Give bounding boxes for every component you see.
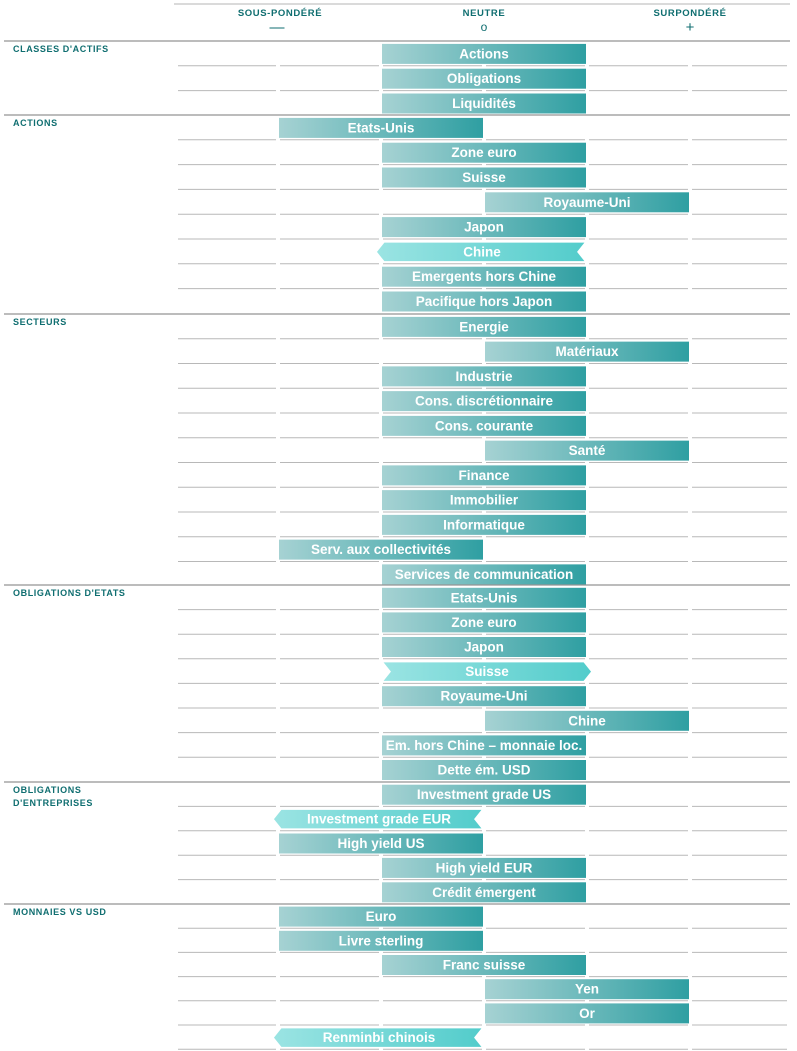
header-over: SURPONDÉRÉ (653, 8, 727, 19)
bar-label: Dette ém. USD (437, 762, 531, 778)
bar-label: Industrie (455, 368, 513, 384)
header-under: SOUS-PONDÉRÉ (237, 8, 323, 19)
bar-label: Franc suisse (442, 957, 526, 973)
bar-label: Zone euro (451, 145, 517, 161)
bar-label: Japon (464, 639, 504, 655)
section-label: SECTEURS (13, 317, 67, 327)
bar-label: Yen (574, 981, 600, 997)
bar-label: Matériaux (555, 344, 619, 360)
bar-label: Crédit émergent (432, 884, 536, 900)
bar-label: Em. hors Chine – monnaie loc. (385, 737, 583, 753)
neutral-symbol: o (480, 20, 488, 34)
section-label: CLASSES D'ACTIFS (13, 44, 109, 54)
bar-label: Immobilier (449, 492, 519, 508)
bar-label: Investment grade EUR (306, 811, 452, 827)
bar-label: Suisse (465, 664, 509, 680)
section-label: MONNAIES VS USD (13, 907, 107, 917)
bar-label: Santé (568, 443, 606, 459)
bar-label: Royaume-Uni (440, 688, 528, 704)
bar-label: Actions (459, 46, 509, 62)
bar-label: Etats-Unis (450, 590, 518, 606)
bar-label: Euro (365, 909, 397, 925)
bar-label: High yield US (337, 836, 425, 851)
plus-symbol: + (685, 19, 695, 36)
section-label: OBLIGATIONS D'ETATS (13, 588, 126, 598)
bar-label: Finance (458, 467, 510, 483)
bar-label: Emergents hors Chine (411, 269, 557, 285)
bar-label: Energie (459, 319, 509, 335)
bar-label: Investment grade US (416, 787, 552, 803)
bar-label: Suisse (462, 170, 506, 185)
bar-label: Japon (464, 219, 504, 235)
bar-label: Serv. aux collectivités (310, 542, 452, 558)
bar-label: Zone euro (451, 614, 517, 630)
bar-label: Cons. courante (434, 418, 534, 434)
bar-label: Etats-Unis (347, 120, 415, 136)
bar-label: Liquidités (452, 96, 516, 111)
minus-symbol: — (269, 19, 285, 36)
bar-label: Renminbi chinois (322, 1030, 436, 1046)
bar-label: Informatique (443, 517, 525, 533)
bar-label: Chine (568, 713, 606, 729)
bar-label: Or (579, 1005, 595, 1021)
bar-label: Cons. discrétionnaire (414, 393, 554, 409)
bar-label: Pacifique hors Japon (415, 294, 553, 309)
bar-label: Livre sterling (338, 933, 424, 949)
bar-label: High yield EUR (435, 860, 533, 876)
bar-label: Services de communication (394, 566, 574, 582)
bar-label: Obligations (446, 71, 522, 87)
bar-label: Chine (463, 244, 501, 260)
header-neutral: NEUTRE (462, 8, 506, 19)
section-label: OBLIGATIONS D'ENTREPRISES (13, 785, 93, 808)
section-label: ACTIONS (13, 118, 58, 128)
bar-label: Royaume-Uni (543, 194, 631, 210)
